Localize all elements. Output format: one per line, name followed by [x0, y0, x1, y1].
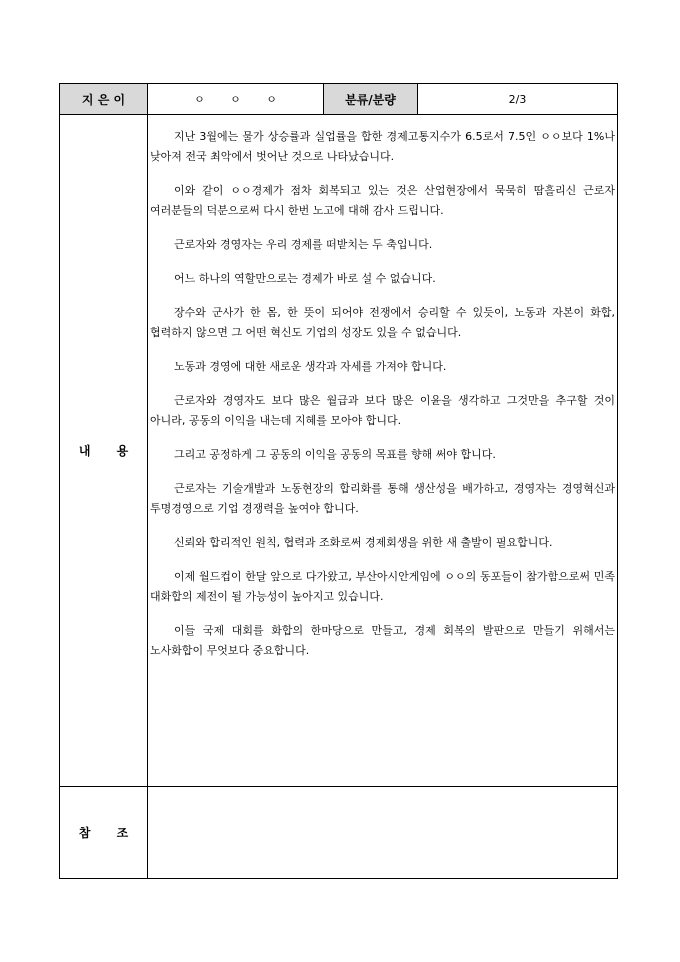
paragraph: 근로자와 경영자도 보다 많은 월급과 보다 많은 이윤을 생각하고 그것만을 추구할 것이 아니라, 공동의 이익을 내는데 지혜를 모아야 합니다. — [150, 394, 615, 427]
paragraph: 근로자는 기술개발과 노동현장의 합리화를 통해 생산성을 배가하고, 경영자는 경영혁신과 투명경영으로 기업 경쟁력을 높여야 합니다. — [150, 482, 615, 515]
category-label: 분류/분량 — [324, 84, 418, 115]
reference-label: 참 조 — [60, 787, 148, 879]
paragraph: 근로자와 경영자는 우리 경제를 떠받치는 두 축입니다. — [174, 238, 433, 251]
reference-value — [148, 787, 618, 879]
paragraph: 신뢰와 합리적인 원칙, 협력과 조화로써 경제회생을 위한 새 출발이 필요합니다. — [174, 536, 553, 549]
paragraph: 장수와 군사가 한 몸, 한 뜻이 되어야 전쟁에서 승리할 수 있듯이, 노동과 자본이 화합, 협력하지 않으면 그 어떤 혁신도 기업의 성장도 있을 수 없습니다. — [150, 306, 615, 339]
paragraph: 그리고 공정하게 그 공동의 이익을 공동의 목표를 향해 써야 합니다. — [174, 448, 496, 461]
header-row — [60, 84, 618, 115]
speech-form-table — [59, 83, 618, 879]
author-value: ㅇ ㅇ ㅇ — [148, 84, 324, 115]
content-body — [148, 115, 618, 787]
reference-row — [60, 787, 618, 879]
content-row — [60, 115, 618, 787]
paragraph: 이제 월드컵이 한달 앞으로 다가왔고, 부산아시안게임에 ㅇㅇ의 동포들이 참가함으로써 민족 대화합의 제전이 될 가능성이 높아지고 있습니다. — [150, 570, 615, 603]
paragraph: 이들 국제 대회를 화합의 한마당으로 만들고, 경제 회복의 발판으로 만들기 위해서는 노사화합이 무엇보다 중요합니다. — [150, 624, 615, 657]
paragraph: 지난 3월에는 물가 상승률과 실업률을 합한 경제고통지수가 6.5로서 7.5인 ㅇㅇ보다 1%나 낮아져 전국 최악에서 벗어난 것으로 나타났습니다. — [150, 130, 615, 163]
category-value: 2/3 — [418, 84, 618, 115]
paragraph: 노동과 경영에 대한 새로운 생각과 자세를 가져야 합니다. — [174, 360, 447, 373]
paragraph: 어느 하나의 역할만으로는 경제가 바로 설 수 없습니다. — [174, 272, 436, 285]
paragraph: 이와 같이 ㅇㅇ경제가 점차 회복되고 있는 것은 산업현장에서 묵묵히 땀흘리신 근로자 여러분들의 덕분으로써 다시 한번 노고에 대해 감사 드립니다. — [150, 184, 615, 217]
content-label: 내 용 — [60, 115, 148, 787]
author-label: 지 은 이 — [60, 84, 148, 115]
